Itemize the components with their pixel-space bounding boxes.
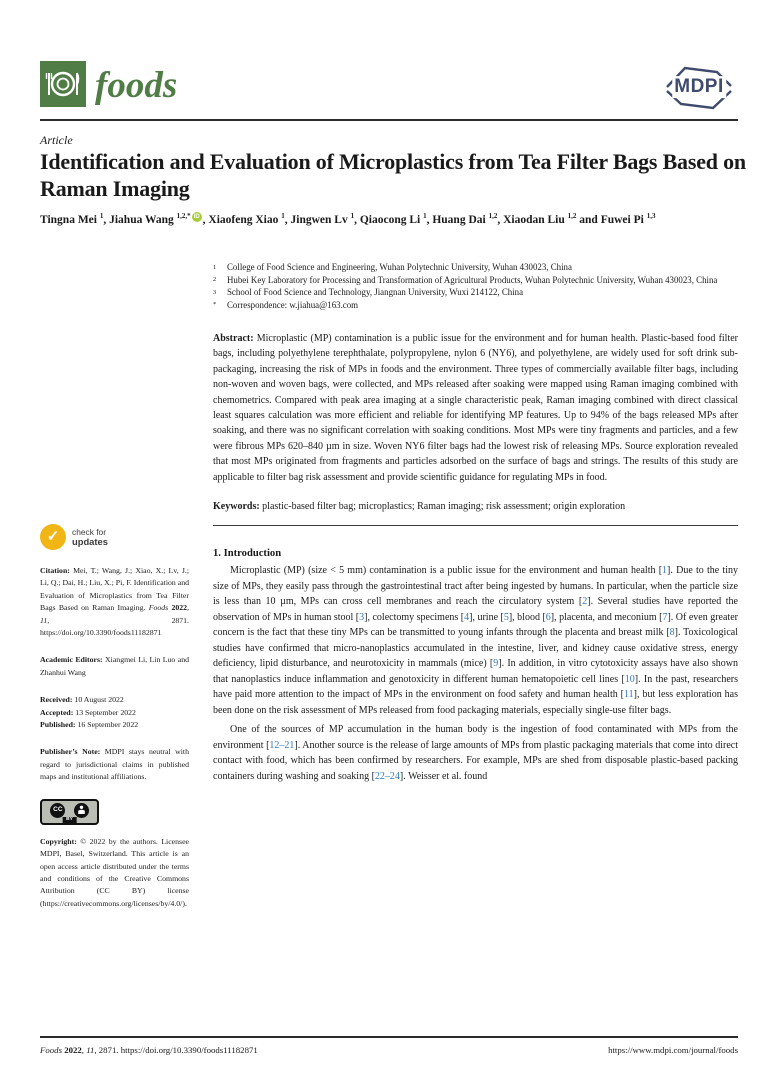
keywords-divider <box>213 525 738 526</box>
reference-link[interactable]: 2 <box>582 596 588 608</box>
keywords-label: Keywords: <box>213 501 260 513</box>
reference-link[interactable]: 1 <box>662 565 668 577</box>
affiliation-marker: 1 <box>213 263 217 271</box>
reference-link[interactable]: 3 <box>359 611 365 623</box>
copyright-text: © 2022 by the authors. Licensee MDPI, Basel, Switzerland. This article is an open access article distributed under the terms and conditions of the Creative Commons Attribution (CC BY) license (https://creativecommons.org/licenses/by/4.0/). <box>40 836 189 908</box>
cc-icon: CC <box>50 803 65 818</box>
affiliation-row <box>213 286 738 299</box>
reference-link[interactable]: 5 <box>503 611 509 623</box>
reference-link[interactable]: 11 <box>624 689 634 701</box>
journal-logo <box>40 61 177 107</box>
section-heading-introduction: 1. Introduction <box>213 548 282 560</box>
footer-citation: Foods 2022, 11, 2871. https://doi.org/10.3390/foods11182871 <box>40 1045 258 1055</box>
footer-divider <box>40 1036 738 1038</box>
reference-link[interactable]: 7 <box>662 611 668 623</box>
check-for-updates-badge[interactable] <box>40 524 189 550</box>
published-date: Published: 16 September 2022 <box>40 720 139 730</box>
correspondence-row <box>213 299 738 312</box>
affiliations <box>213 261 738 311</box>
cc-by-license-badge[interactable] <box>40 799 99 825</box>
reference-link[interactable]: 10 <box>624 673 635 685</box>
correspondence-marker: * <box>213 301 217 308</box>
affiliation-row <box>213 261 738 274</box>
copyright-label: Copyright: <box>40 836 77 846</box>
keywords <box>213 499 738 514</box>
by-label: BY <box>62 817 77 823</box>
main-column <box>213 261 738 784</box>
publishers-note-text: MDPI stays neutral with regard to jurisdictional claims in published maps and institutional affiliations. <box>40 747 189 782</box>
reference-link[interactable]: 8 <box>669 627 675 639</box>
journal-title: foods <box>95 65 178 106</box>
citation-block <box>40 565 189 639</box>
affiliation-text: School of Food Science and Technology, Jiangnan University, Wuxi 214122, China <box>227 287 524 297</box>
abstract <box>213 331 738 485</box>
reference-link[interactable]: 12–21 <box>269 739 295 751</box>
academic-editors-label: Academic Editors: <box>40 655 103 665</box>
received-date: Received: 10 August 2022 <box>40 695 124 705</box>
authors-line: Tingna Mei $^1$, Jiahua Wang $^{1,2,*}$ iD , Xiaofeng Xiao $^1$, Jingwen Lv $^1$, Qiaocong Li $^1$, Huang Dai $^{1,2}$, Xiaodan Liu $^{1,2}$ and Fuwei Pi $^{1,3}$ <box>40 212 656 226</box>
academic-editors-text: Xiangmei Li, Lin Luo and Zhanhui Wang <box>40 655 189 677</box>
affiliation-text: College of Food Science and Engineering, Wuhan Polytechnic University, Wuhan 430023, China <box>227 262 572 272</box>
dates-block <box>40 694 189 731</box>
publishers-note-label: Publisher’s Note: <box>40 747 101 757</box>
affiliation-text: Hubei Key Laboratory for Processing and Transformation of Agricultural Products, Wuhan Polytechnic University, Wuhan 430023, China <box>227 274 718 285</box>
footer <box>40 1045 738 1055</box>
check-for-updates-label: check for updates <box>72 526 108 547</box>
reference-link[interactable]: 22–24 <box>374 770 400 782</box>
foods-plate-icon <box>40 61 86 107</box>
keywords-text: plastic-based filter bag; microplastics; Raman imaging; risk assessment; origin exploration <box>262 501 626 513</box>
abstract-label: Abstract: <box>213 333 254 344</box>
mdpi-wordmark: MDPI <box>674 76 724 98</box>
reference-link[interactable]: 6 <box>545 611 551 623</box>
correspondence-email[interactable]: Correspondence: w.jiahua@163.com <box>227 299 359 310</box>
academic-editors-block <box>40 654 189 679</box>
article-type-label: Article <box>40 133 73 147</box>
header-divider <box>40 119 738 121</box>
footer-journal-url[interactable]: https://www.mdpi.com/journal/foods <box>608 1045 738 1055</box>
check-icon: ✓ <box>40 524 66 550</box>
copyright-block <box>40 836 189 910</box>
intro-paragraph-1: Microplastic (MP) (size < 5 mm) contamination is a public issue for the environment and human health [1]. Due to the tiny size of MPs, they easily pass through the gastrointestinal tract after being ingested by humans. In particular, when the particle size is less than 10 µm, MPs can cross cell membranes and reach the circulatory system [2]. Several studies have reported the observation of MPs in human stool [3], colectomy specimens [4], urine [5], blood [6], placenta, and meconium [7]. Of even greater concern is the fact that these tiny MPs can be transmitted to young infants through the placenta and breast milk [8]. Toxicological studies have confirmed that micro-nanoplastics accumulated in the intestine, liver, and kidney cause oxidative stress, energy deficiency, lipid disturbance, and neurotoxicity in mammals (mice) [9]. In addition, in vitro cytotoxicity assays have also shown that nanoplastics induce inflammation and genotoxicity in different human hematopoietic cell lines [10]. In the past, researchers have paid more attention to the impact of MPs in the environment on food safety and human health [11], but less exploration has been done on the risk assessment of MPs released from food packaging materials, especially single-use filter bags. <box>213 565 738 716</box>
paper-title: Identification and Evaluation of Microplastics from Tea Filter Bags Based on Raman Imaging <box>40 149 746 201</box>
reference-link[interactable]: 4 <box>464 611 470 623</box>
affiliation-row <box>213 274 738 287</box>
abstract-text: Microplastic (MP) contamination is a public issue for the environment and for human health. Plastic-based food filter bags, including polyethylene terephthalate, polypropylene, nylon 6 (NY6), and polyethylene, are widely used for soft drink sub-packaging, increasing the risk of MPs in foods and the environment. Three types of commercially available filter bags, including non-woven and woven bags, were collected, and MPs released after soaking were mapped using Raman imaging combined with chemometrics. Compared with peak area imaging at a single characteristic peak, Raman imaging combined with direct classical least squares calculation was more efficient and reliable for identifying MP features. Up to 94% of the bags released MPs after soaking, and there was no significant correlation with soaking conditions. Most MPs were tiny fragments and particles, and a few were fibrous MPs 620–840 µm in size. Woven NY6 filter bags had the lowest risk of releasing MPs. Source exploration revealed that most MPs originated from fragments and particles adsorbed on the surface of bags and strings. The results of this study are applicable to filter bag risk assessment and provide scientific guidance for regulating MPs in food. <box>213 333 738 483</box>
citation-text: Mei, T.; Wang, J.; Xiao, X.; Lv, J.; Li, Q.; Dai, H.; Liu, X.; Pi, F. Identification and Evaluation of Microplastics from Tea Filter Bags Based on Raman Imaging. Foods 2022, 11, 2871. https://doi.org/10.3390/foods11182871 <box>40 566 190 638</box>
affiliation-marker: 2 <box>213 276 217 283</box>
affiliation-marker: 3 <box>213 288 217 296</box>
accepted-date: Accepted: 13 September 2022 <box>40 707 136 717</box>
mdpi-logo <box>660 62 738 114</box>
citation-label: Citation: <box>40 566 70 575</box>
publishers-note-block <box>40 746 189 783</box>
reference-link[interactable]: 9 <box>493 658 499 670</box>
person-icon <box>74 803 89 818</box>
margin-column <box>40 524 189 910</box>
orcid-icon[interactable]: iD <box>193 214 200 220</box>
intro-paragraph-2: One of the sources of MP accumulation in the human body is the ingestion of food contaminated with MPs from the environment [12–21]. Another source is the release of large amounts of MPs from plastic packaging materials that come into direct contact with food, which has been confirmed by researchers. For example, MPs are shed from disposable plastic-based packing containers during washing and soaking [22–24]. Weisser et al. found <box>213 724 738 782</box>
